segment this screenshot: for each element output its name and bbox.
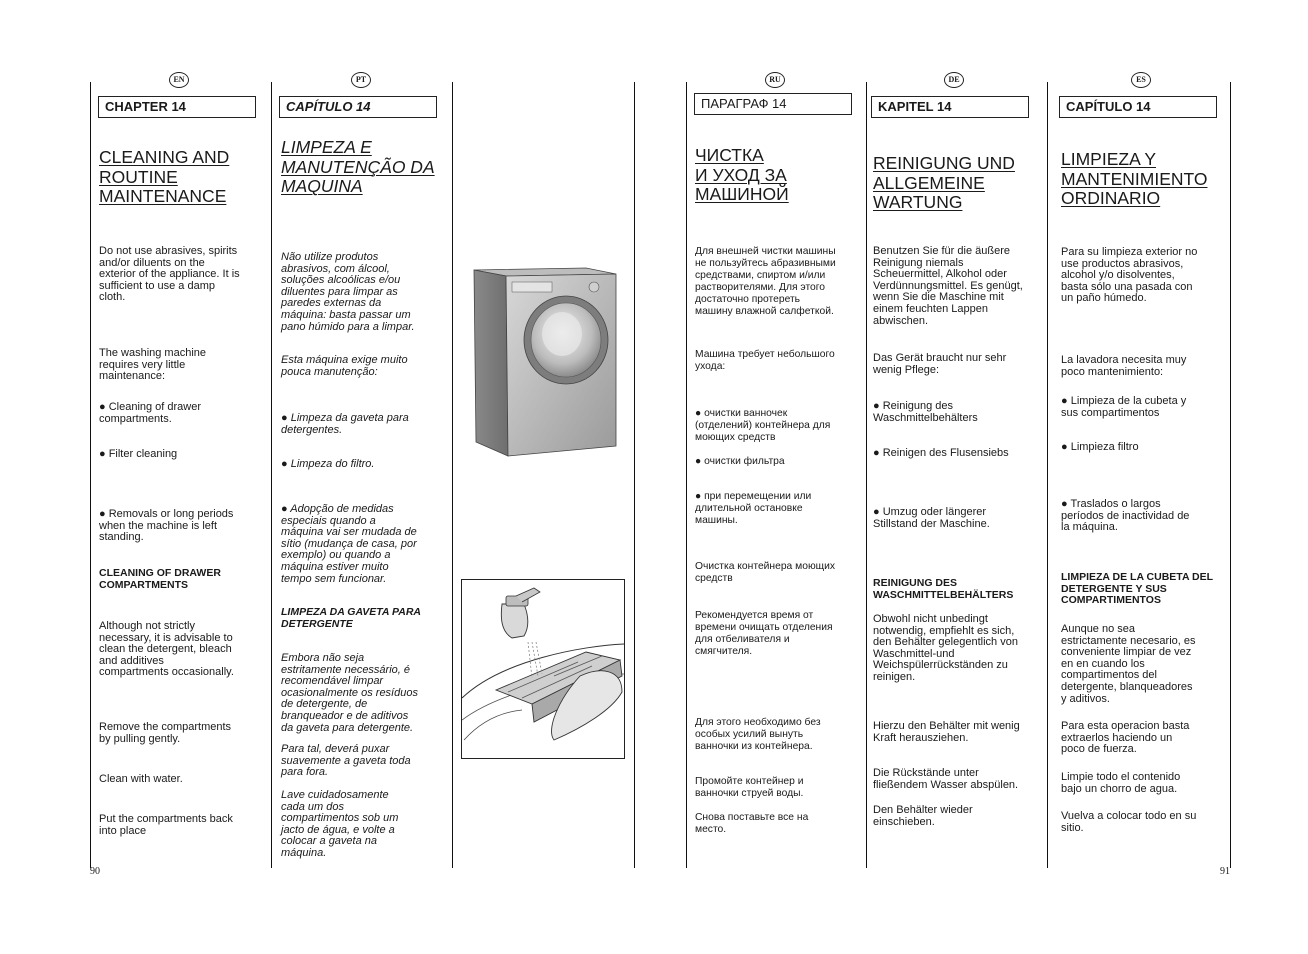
bullet-item: ● очистки фильтра [695,456,785,467]
bullet-item: ● очистки ванночек (отделений) контейнера для моющих средств [695,408,831,443]
language-badge-ru: RU [765,72,785,88]
paragraph: Para tal, deverá puxar suavemente a gaveta toda para fora. [281,743,411,779]
chapter-label: CAPÍTULO 14 [1059,96,1217,118]
paragraph: Для этого необходимо без особых усилий вынуть ванночки из контейнера. [695,717,821,752]
paragraph: Hierzu den Behälter mit wenig Kraft herausziehen. [873,720,1020,744]
language-badge-en: EN [169,72,189,88]
divider [271,82,272,868]
chapter-label: CHAPTER 14 [98,96,256,118]
paragraph: Although not strictly necessary, it is advisable to clean the detergent, bleach and additives compartments occasionally. [99,620,234,679]
section-title [99,148,269,207]
subheading: REINIGUNG DES WASCHMITTELBEHÄLTERS [873,577,1014,601]
title-text: LIMPEZA E MANUTENÇÃO DA MAQUINA [281,137,435,196]
paragraph: Машина требует небольшого ухода: [695,349,835,372]
paragraph: Vuelva a colocar todo en su sitio. [1061,810,1197,834]
bullet-item: ● Cleaning of drawer compartments. [99,401,202,425]
chapter-label: ПАРАГРАФ 14 [694,93,852,115]
paragraph: Den Behälter wieder einschieben. [873,804,973,828]
page-number-right: 91 [1220,866,1230,877]
paragraph: Esta máquina exige muito pouca manutenção: [281,354,408,378]
language-badge-es: ES [1131,72,1151,88]
paragraph: Remove the compartments by pulling gently. [99,721,232,745]
bullet-item: ● Traslados o largos períodos de inactividad de la máquina. [1061,498,1190,534]
subheading: Очистка контейнера моющих средств [695,561,836,584]
language-badge-de: DE [944,72,964,88]
bullet-item: ● Removals or long periods when the machine is left standing. [99,508,234,544]
title-text: ЧИСТКА И УХОД ЗА МАШИНОЙ [695,145,789,204]
drawer-cleaning-illustration [461,579,625,759]
paragraph: Lave cuidadosamente cada um dos compartimentos sob um jacto de água, e volte a colocar a gaveta na máquina. [281,789,399,859]
paragraph: Obwohl nicht unbedingt notwendig, empfiehlt es sich, den Behälter gelegentlich von Waschmittel-und Weichspülerrückständen zu reinigen. [873,613,1018,683]
divider [686,82,687,868]
divider [866,82,867,868]
paragraph: Снова поставьте все на место. [695,812,809,835]
paragraph: Das Gerät braucht nur sehr wenig Pflege: [873,352,1007,376]
paragraph: The washing machine requires very little maintenance: [99,347,207,383]
section-title [695,146,865,205]
paragraph: Clean with water. [99,773,183,785]
title-text: CLEANING AND ROUTINE MAINTENANCE [99,147,230,206]
paragraph: Put the compartments back into place [99,813,233,837]
paragraph: Do not use abrasives, spirits and/or diluents on the exterior of the appliance. It is sufficient to use a damp cloth. [99,245,240,304]
paragraph: Рекомендуется время от времени очищать отделения для отбеливателя и смягчителя. [695,610,833,657]
bullet-item: ● Limpeza do filtro. [281,458,375,470]
detergent-drawer-icon [462,580,624,758]
page-number-left: 90 [90,866,100,877]
subheading: CLEANING OF DRAWER COMPARTMENTS [99,567,221,591]
bullet-item: ● Adopção de medidas especiais quando a máquina vai ser mudada de sítio (mudança de casa, por exemplo) ou quando a máquina estiver muito tempo sem funcionar. [281,503,417,585]
paragraph: Die Rückstände unter fließendem Wasser abspülen. [873,767,1019,791]
bullet-item: ● Limpeza da gaveta para detergentes. [281,412,409,436]
bullet-item: ● Limpieza de la cubeta y sus compartimentos [1061,395,1187,419]
paragraph: La lavadora necesita muy poco mantenimiento: [1061,354,1187,378]
chapter-label: KAPITEL 14 [871,96,1029,118]
title-text: REINIGUNG UND ALLGEMEINE WARTUNG [873,153,1015,212]
bullet-item: ● при перемещении или длительной остановке машины. [695,491,812,526]
washing-machine-icon [466,260,620,460]
paragraph: Для внешней чистки машины не пользуйтесь абразивными средствами, спиртом и/или растворителями. Для этого достаточно протереть машину влажной салфеткой. [695,246,836,317]
title-text: LIMPIEZA Y MANTENIMIENTO ORDINARIO [1061,149,1208,208]
language-badge-pt: PT [351,72,371,88]
paragraph: Não utilize produtos abrasivos, com álcool, soluções alcoólicas e/ou diluentes para limpar as paredes externas da máquina: basta passar um pano húmido para a limpar. [281,251,415,333]
paragraph: Aunque no sea estrictamente necesario, es conveniente limpiar de vez en en cuando los compartimentos del detergente, blanqueadores y aditivos. [1061,623,1196,705]
divider [452,82,453,868]
divider [90,82,91,868]
divider [1047,82,1048,868]
chapter-label: CAPÍTULO 14 [279,96,437,118]
bullet-item: ● Limpieza filtro [1061,441,1139,453]
bullet-item: ● Reinigung des Waschmittelbehälters [873,400,978,424]
divider [1230,82,1231,868]
paragraph: Para su limpieza exterior no use productos abrasivos, alcohol y/o disolventes, basta sólo una pasada con un paño húmedo. [1061,246,1198,305]
bullet-item: ● Reinigen des Flusensiebs [873,447,1009,459]
subheading: LIMPIEZA DE LA CUBETA DEL DETERGENTE Y SUS COMPARTIMENTOS [1061,571,1214,607]
bullet-item: ● Filter cleaning [99,448,178,460]
divider [634,82,635,868]
subheading: LIMPEZA DA GAVETA PARA DETERGENTE [281,606,421,630]
paragraph: Embora não seja estritamente necessário, é recomendável limpar ocasionalmente os resíduos de detergente, de branqueador e de aditivos da gaveta para detergente. [281,652,418,734]
paragraph: Промойте контейнер и ванночки струей воды. [695,776,804,799]
paragraph: Limpie todo el contenido bajo un chorro de agua. [1061,771,1181,795]
washing-machine-illustration [466,260,620,460]
section-title [1061,150,1229,209]
bullet-item: ● Umzug oder längerer Stillstand der Maschine. [873,506,990,530]
section-title [873,154,1043,213]
paragraph: Benutzen Sie für die äußere Reinigung niemals Scheuermittel, Alkohol oder Verdünnungsmittel. Es genügt, wenn Sie die Maschine mit einem feuchten Lappen abwischen. [873,245,1023,327]
section-title [281,138,451,197]
paragraph: Para esta operacion basta extraerlos haciendo un poco de fuerza. [1061,720,1190,756]
